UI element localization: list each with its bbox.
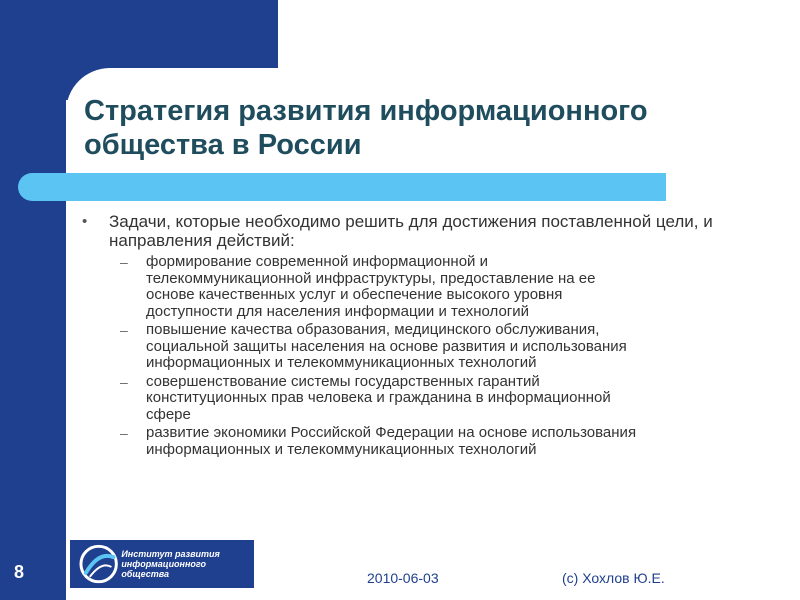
bullet-item [80,212,740,250]
slide-title-line-2: общества в России [84,129,362,161]
institute-logo-text [121,549,254,579]
sub-bullet-marker: – [120,373,128,390]
sub-bullet-list [80,254,740,458]
title-underline-bar [18,173,666,201]
sub-bullet-item [80,425,740,458]
sub-bullet-line: формирование современной информационной и [146,253,488,270]
sub-bullet-line: доступности для населения информации и технологий [146,302,530,320]
slide-title [84,94,724,162]
logo-text-line-2: информационного общества [121,559,207,579]
slide-title-line-1: Стратегия развития информационного [84,95,648,127]
slide-number: 8 [14,562,25,582]
sub-bullet-item [80,374,740,424]
sub-bullet-marker: – [120,425,128,441]
logo-text-line-1: Институт развития [121,549,220,559]
sub-bullet-line: социальной защиты населения на основе развития и использования [146,337,627,355]
sub-bullet-line: совершенствование системы государственных гарантий [146,372,540,390]
sub-bullet-line: основе качественных услуг и обеспечение высокого уровня [146,286,563,303]
sub-bullet-line: телекоммуникационной инфраструктуры, предоставление на ее [146,269,596,287]
bullet-list [80,212,740,460]
footer-author: (c) Хохлов Ю.Е. [562,570,665,586]
institute-logo-icon [78,543,119,585]
bullet-text: Задачи, которые необходимо решить для достижения поставленной цели, и направления действий: [109,212,713,250]
sub-bullet-line: конституционных прав человека и гражданина в информационной [146,389,611,406]
sub-bullet-item [80,254,740,320]
bullet-marker: • [82,213,88,230]
footer-date: 2010-06-03 [367,570,439,586]
sub-bullet-line: информационных и телекоммуникационных технологий [146,440,537,458]
sub-bullet-line: развитие экономики Российской Федерации на основе использования [146,424,637,441]
sub-bullet-line: информационных и телекоммуникационных технологий [146,354,537,371]
left-sidebar-bar [0,0,66,600]
sub-bullet-marker: – [120,254,128,270]
sub-bullet-line: сфере [146,405,191,423]
sub-bullet-item [80,322,740,372]
sub-bullet-marker: – [120,322,128,338]
institute-logo [70,540,254,588]
sub-bullet-line: повышение качества образования, медицинского обслуживания, [146,321,600,338]
